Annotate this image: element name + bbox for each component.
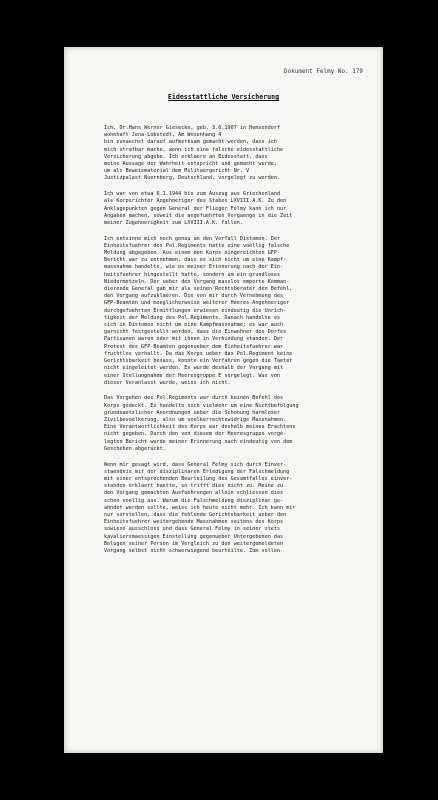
- text-line: garnicht festgestellt worden, dass die Einwohner des Dorfes: [104, 329, 287, 336]
- text-line: tigkeit der Meldung des Pol.Regiments. Danach handelte es: [104, 314, 281, 321]
- text-line: grundsaetzlicher Anordnungen ueber die Schonung harmloser: [104, 409, 281, 416]
- text-line: dierende General gab mir als seinen Rechtsberater den Befehl,: [104, 286, 293, 293]
- text-line: mich strafbar mache, wenn ich eine falsche eidesstattliche: [104, 146, 284, 153]
- text-line: Meldung abgegeben. Aus einem den Korps eingereichten GFP-: [104, 250, 281, 257]
- text-line: Ich entsinne mich noch genau an den Vorfall Distomon. Der: [104, 235, 281, 242]
- text-line: massnahme handelte, wie es meiner Erinnerung nach der Ein-: [104, 264, 284, 271]
- text-line: kavaliersmaessigen Einstellung gegenueber Untergebenen das: [104, 533, 284, 540]
- text-line: Eine Verantwortlichkeit des Korps war deshalb meines Erachtens: [104, 424, 296, 431]
- text-line: Wenn mir gesagt wird, dass General Felmy sich durch Einver-: [104, 461, 287, 468]
- text-line: schon voellig aus. Warum die Falschmeldung disziplinar ge-: [104, 497, 284, 504]
- text-line: wohnhaft Jena-Lobstedt, Am Wosenhang 4: [104, 132, 222, 139]
- text-line: Justizpalast Nuernberg, Deutschland, vorgelegt zu werden.: [104, 175, 281, 182]
- text-line: Anklagepunkten gegen General der Flieger Felmy kann ich nur: [104, 205, 287, 212]
- text-line: Einheitsfuehrer weitergehende Massnahmen seitens des Korps: [104, 519, 284, 526]
- text-line: meine Aussage der Wahrheit entspricht und gemacht wurde,: [104, 161, 277, 168]
- text-line: Vorgang selbst nicht schwerwiegend beurteilte. Zum vollen: [104, 547, 281, 554]
- text-line: Bericht war zu entnehmen, dass es sich nicht um eine Kampf-: [104, 257, 287, 264]
- text-line: Angaben machen, soweit die angefuehrten Vorgaenge in die Zeit: [104, 212, 293, 219]
- text-line: um als Beweismaterial dem Militaergericht Nr. V: [104, 168, 250, 175]
- text-line: legten Bericht wurde meiner Erinnerung nach eindeutig von dem: [104, 438, 293, 445]
- text-line: nur vorstellen, dass die fehlende Gerichtsbarkeit ueber den: [104, 511, 287, 518]
- text-line: durchgefuehrten Ermittlungen erwiesen eindeutig die Unrich-: [104, 307, 287, 314]
- text-line: als Korpsrichter Angehoeriger des Stabes LXVIII.A.K. Zu den: [104, 198, 287, 205]
- paragraph: [104, 236, 376, 387]
- text-line: meiner Zugehoerigkeit zum LXVIII.A.K. fallen.: [104, 219, 243, 226]
- text-line: nicht gegeben. Durch den von diesem der Heeresgruppe vorge-: [104, 431, 287, 438]
- text-line: Partisanen waren oder mit ihnen in Verbindung standen. Der: [104, 336, 284, 343]
- document-body: [104, 125, 376, 564]
- text-line: GFP-Beamten und moeglicherweise weiterer Heeres-Angehoeriger: [104, 300, 290, 307]
- text-line: den Vorgang aufzuklaeren. Die von mir durch Vernehmung des: [104, 293, 284, 300]
- text-line: bin zunaechst darauf aufmerksam gemacht worden, dass ich: [104, 139, 277, 146]
- text-line: Versicherung abgebe. Ich erklaere an Eidesstatt, dass: [104, 153, 268, 160]
- text-line: einer Stellungnahme der Heeresgruppe E vorgelegt. Was von: [104, 372, 281, 379]
- text-line: nicht eingeleitet werden. Es wurde deshalb der Vorgang mit: [104, 365, 284, 372]
- document-title: Eidesstattliche Versicherung: [167, 93, 280, 101]
- paragraph: [104, 125, 376, 183]
- text-line: Geschehen abgeruckt.: [104, 445, 166, 452]
- text-line: standen erklaert haette, so trifft dies nicht zu. Meine zu: [104, 483, 284, 490]
- text-line: Niedermetzeln. Der ueber den Vorgang masslos emporte Komman-: [104, 278, 290, 285]
- text-line: ahndet werden sollte, weiss ich heute nicht mehr. Ich kann mir: [104, 504, 296, 511]
- text-line: dieser Veranlasst wurde, weiss ich nicht.: [104, 379, 231, 386]
- paragraph: [104, 462, 376, 556]
- text-line: Protest des GFP-Beamten gegenueber dem Einheitsfuehrer war: [104, 343, 284, 350]
- paragraph: [104, 191, 376, 227]
- text-line: sich in Distomon nicht um eine Kampfmassnahme; es war auch: [104, 322, 284, 329]
- text-line: Ich war von etwa 6.1.1944 bis zum Auszug aus Griechenland: [104, 191, 281, 198]
- text-line: heitsfuehrer hingestellt hatte, sondern um ein grundloses: [104, 271, 281, 278]
- text-line: Das Vorgehen des Pol.Regiments war durch keinen Befehl des: [104, 395, 284, 402]
- document-reference: Dokument Felmy No. 179: [284, 69, 363, 75]
- text-line: Zivilbevoelkerung, also um voelkerrechtswidrige Massnahmen.: [104, 417, 287, 424]
- text-line: den Vorgang gemachten Ausfuehrungen allein schliessen dies: [104, 490, 284, 497]
- text-line: mit einer entsprechenden Beurteilung des Gesamtfalles einver-: [104, 475, 293, 482]
- text-line: Korps gedeckt. Es handelte sich vielmehr um eine Nichtbefolgung: [104, 402, 299, 409]
- text-line: staendnis mit der disziplinaren Erledigung der Falschmeldung: [104, 468, 290, 475]
- text-line: sowieso ausschloss und dass General Felmy in seiner stets: [104, 526, 281, 533]
- paragraph: [104, 395, 376, 453]
- text-line: Ich, Dr.Hans Werner Giesecke, geb. 3.6.1907 in Hemsendorf: [104, 125, 281, 131]
- document-page: [64, 47, 383, 753]
- text-line: Gerichtsbarkeit besass, konnte ein Verfahren gegen die Taeter: [104, 358, 293, 365]
- text-line: Belugen seiner Person im Vergleich zu den weitergemeldeten: [104, 540, 284, 547]
- text-line: Einheitsfuehrer des Pol.Regiments hatte eine voellig falsche: [104, 242, 290, 249]
- text-line: fruchtlos verhallt. Da das Korps ueber das Pol.Regiment keine: [104, 350, 293, 357]
